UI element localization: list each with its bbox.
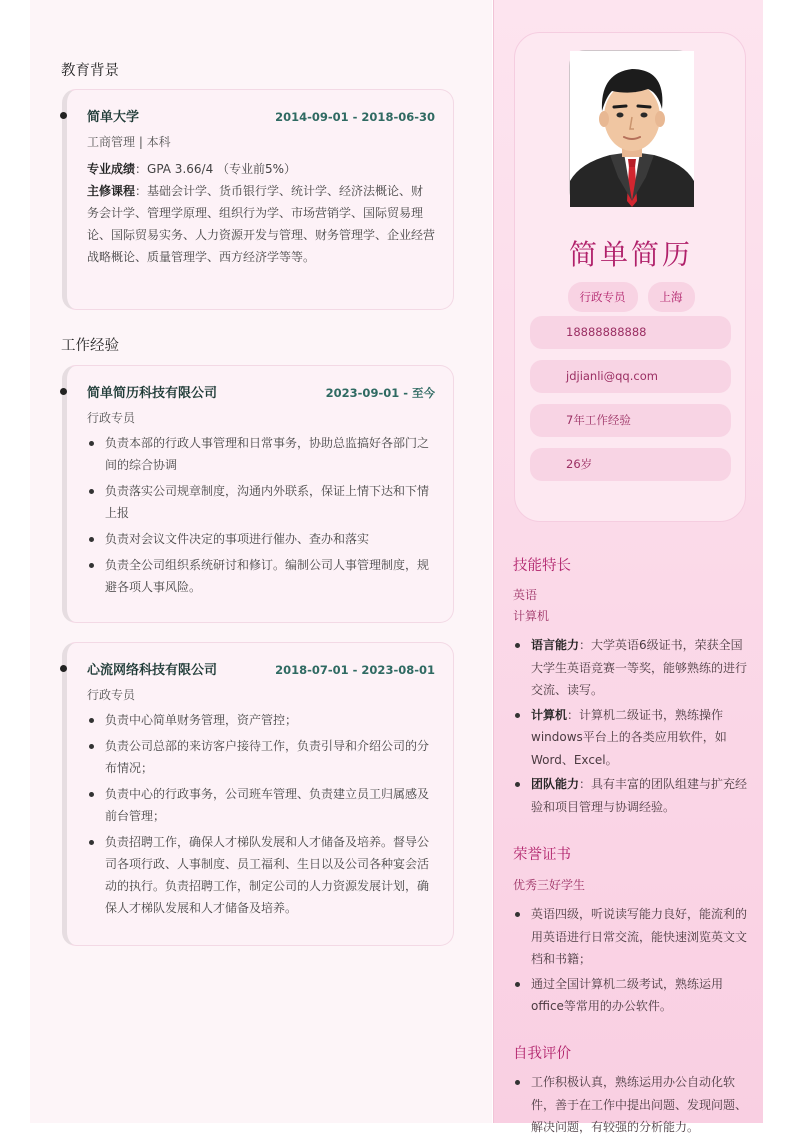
education-card <box>62 89 454 310</box>
job-card <box>62 365 454 623</box>
duty-item: 负责中心的行政事务，公司班车管理、负责建立员工归属感及前台管理； <box>87 783 435 827</box>
skill-text: ：大学英语6级证书，荣获全国大学生英语竞赛一等奖，能够熟练的进行交流、读写。 <box>531 638 748 697</box>
skills-title: 技能特长 <box>513 558 571 574</box>
profile-card <box>514 32 746 522</box>
duty-item: 负责落实公司规章制度，沟通内外联系，保证上情下达和下情上报 <box>87 480 435 524</box>
skill-plain: 计算机 <box>513 609 550 623</box>
age-field: 26岁 <box>530 448 731 481</box>
honor-item: 通过全国计算机二级考试，熟练运用office等常用的办公软件。 <box>513 973 749 1018</box>
self-evaluation-title: 自我评价 <box>513 1046 571 1062</box>
honor-plain: 优秀三好学生 <box>513 878 586 892</box>
skill-plain: 英语 <box>513 588 538 602</box>
skill-item <box>513 773 749 818</box>
email-field: jdjianli@qq.com <box>530 360 731 393</box>
avatar-illustration <box>570 51 694 207</box>
skills-list <box>513 634 749 820</box>
skill-item <box>513 634 749 702</box>
grade-label: 专业成绩 <box>87 162 136 176</box>
job-date: 2018-07-01 - 2023-08-01 <box>275 663 435 677</box>
job-tag: 行政专员 <box>568 282 638 312</box>
duty-item: 负责招聘工作，确保人才梯队发展和人才储备及培养。督导公司各项行政、人事制度、员工福利、生日以及公司各种宴会活动的执行。负责招聘工作，制定公司的人力资源发展计划，确保人才梯队发展和人才储备及培养。 <box>87 831 435 919</box>
skill-label: 计算机 <box>531 707 568 722</box>
company-name: 简单简历科技有限公司 <box>87 386 218 401</box>
duty-item: 负责对会议文件决定的事项进行催办、查办和落实 <box>87 528 435 550</box>
skill-item <box>513 704 749 772</box>
self-evaluation-list <box>513 1071 749 1141</box>
job-date: 2023-09-01 - 至今 <box>325 386 435 400</box>
timeline-dot <box>60 388 67 395</box>
resume-name: 简单简历 <box>568 238 693 271</box>
skill-label: 语言能力 <box>531 638 580 652</box>
duty-item: 负责全公司组织系统研讨和修订。编制公司人事管理制度，规避各项人事风险。 <box>87 554 435 598</box>
avatar <box>569 50 693 206</box>
self-evaluation-item: 工作积极认真，熟练运用办公自动化软件，善于在工作中提出问题、发现问题、解决问题，有较强的分析能力。 <box>513 1071 749 1139</box>
job-role: 行政专员 <box>87 411 136 425</box>
education-date: 2014-09-01 - 2018-06-30 <box>275 110 435 124</box>
work-section-title: 工作经验 <box>61 338 119 354</box>
school-name: 简单大学 <box>87 110 140 125</box>
grade-value: ：GPA 3.66/4 （专业前5%） <box>135 162 297 176</box>
major: 工商管理 | 本科 <box>87 135 171 149</box>
duty-list <box>87 432 435 598</box>
duty-list <box>87 709 435 919</box>
phone-field: 18888888888 <box>530 316 731 349</box>
honor-item: 英语四级，听说读写能力良好，能流利的用英语进行日常交流，能快速浏览英文文档和书籍； <box>513 903 749 971</box>
skill-text: ：具有丰富的团队组建与扩充经验和项目管理与协调经验。 <box>531 777 748 814</box>
job-role: 行政专员 <box>87 688 136 702</box>
honors-list <box>513 903 749 1020</box>
profile-tags <box>515 282 747 312</box>
timeline-dot <box>60 112 67 119</box>
skill-label: 团队能力 <box>531 777 580 791</box>
honors-title: 荣誉证书 <box>513 847 571 863</box>
timeline-dot <box>60 665 67 672</box>
duty-item: 负责本部的行政人事管理和日常事务，协助总监搞好各部门之间的综合协调 <box>87 432 435 476</box>
experience-field: 7年工作经验 <box>530 404 731 437</box>
location-tag: 上海 <box>648 282 695 312</box>
skill-text: ：计算机二级证书，熟练操作windows平台上的各类应用软件，如Word、Excel。 <box>531 707 727 767</box>
education-section-title: 教育背景 <box>61 63 119 79</box>
courses-value: ：基础会计学、货币银行学、统计学、经济法概论、财务会计学、管理学原理、组织行为学、市场营销学、国际贸易理论、国际贸易实务、人力资源开发与管理、财务管理学、企业经营战略概论、质量管理学、西方经济学等等。 <box>87 184 436 264</box>
job-card <box>62 642 454 946</box>
sidebar <box>493 0 763 1134</box>
courses-label: 主修课程 <box>87 184 136 198</box>
duty-item: 负责中心简单财务管理，资产管控； <box>87 709 435 731</box>
company-name: 心流网络科技有限公司 <box>87 663 218 678</box>
duty-item: 负责公司总部的来访客户接待工作，负责引导和介绍公司的分布情况； <box>87 735 435 779</box>
education-detail <box>87 158 435 268</box>
